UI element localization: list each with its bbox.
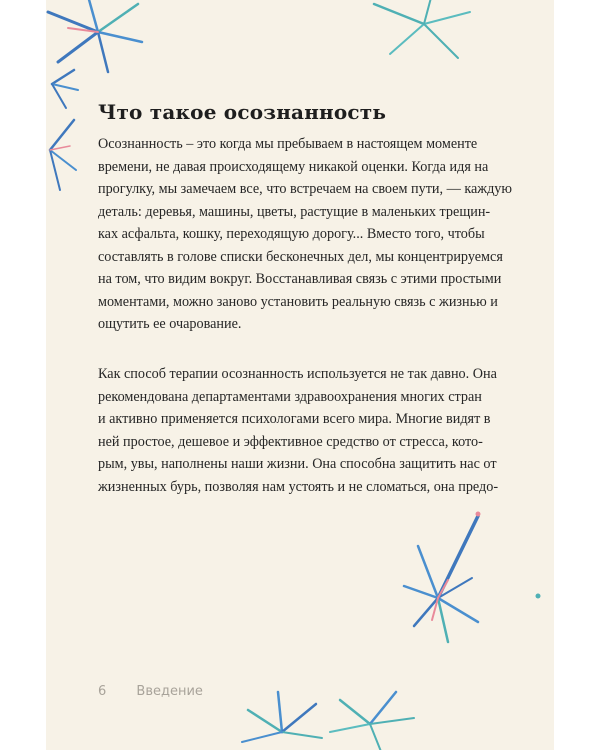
star-burst-icon	[52, 70, 78, 108]
text-line: ощутить ее очарование.	[98, 316, 242, 332]
text-line: Как способ терапии осознанность используется не так давно. Она	[98, 366, 497, 382]
text-line: составлять в голове списки бесконечных дел, мы концентрируемся	[98, 248, 503, 265]
page-footer	[98, 684, 203, 699]
text-line: на том, что видим вокруг. Восстанавливая связь с этими простыми	[98, 271, 502, 287]
star-burst-icon	[48, 0, 142, 72]
text-line: деталь: деревья, машины, цветы, растущие в маленьких трещин-	[98, 203, 491, 220]
text-line: рым, увы, наполнены наши жизни. Она способна защитить нас от	[98, 456, 497, 472]
text-line: жизненных бурь, позволяя нам устоять и не сломаться, она предо-	[98, 478, 499, 495]
paragraph-1	[98, 133, 518, 336]
text-line: и активно применяется психологами всего мира. Многие видят в	[98, 411, 491, 427]
book-page	[46, 0, 554, 750]
star-burst-icon	[330, 692, 414, 750]
star-burst-icon	[374, 0, 470, 58]
text-line: рекомендована департаментами здравоохранения многих стран	[98, 388, 482, 405]
text-line: моментами, можно заново установить реальную связь с жизнью и	[98, 293, 498, 310]
star-burst-icon	[404, 512, 481, 643]
section-heading: Что такое осознанность	[98, 100, 387, 124]
paragraph-2	[98, 363, 518, 498]
text-line: времени, не давая происходящему никакой оценки. Когда идя на	[98, 158, 489, 175]
text-line: Осознанность – это когда мы пребываем в настоящем моменте	[98, 136, 478, 152]
text-line: прогулку, мы замечаем все, что встречаем на своем пути, — каждую	[98, 181, 513, 197]
page-number: 6	[98, 684, 107, 699]
section-name: Введение	[136, 684, 203, 699]
text-line: ках асфальта, кошку, переходящую дорогу... Вместо того, чтобы	[98, 226, 485, 242]
star-burst-icon	[242, 692, 322, 742]
star-burst-icon	[50, 120, 76, 190]
text-line: ней простое, дешевое и эффективное средство от стресса, кото-	[98, 433, 483, 450]
